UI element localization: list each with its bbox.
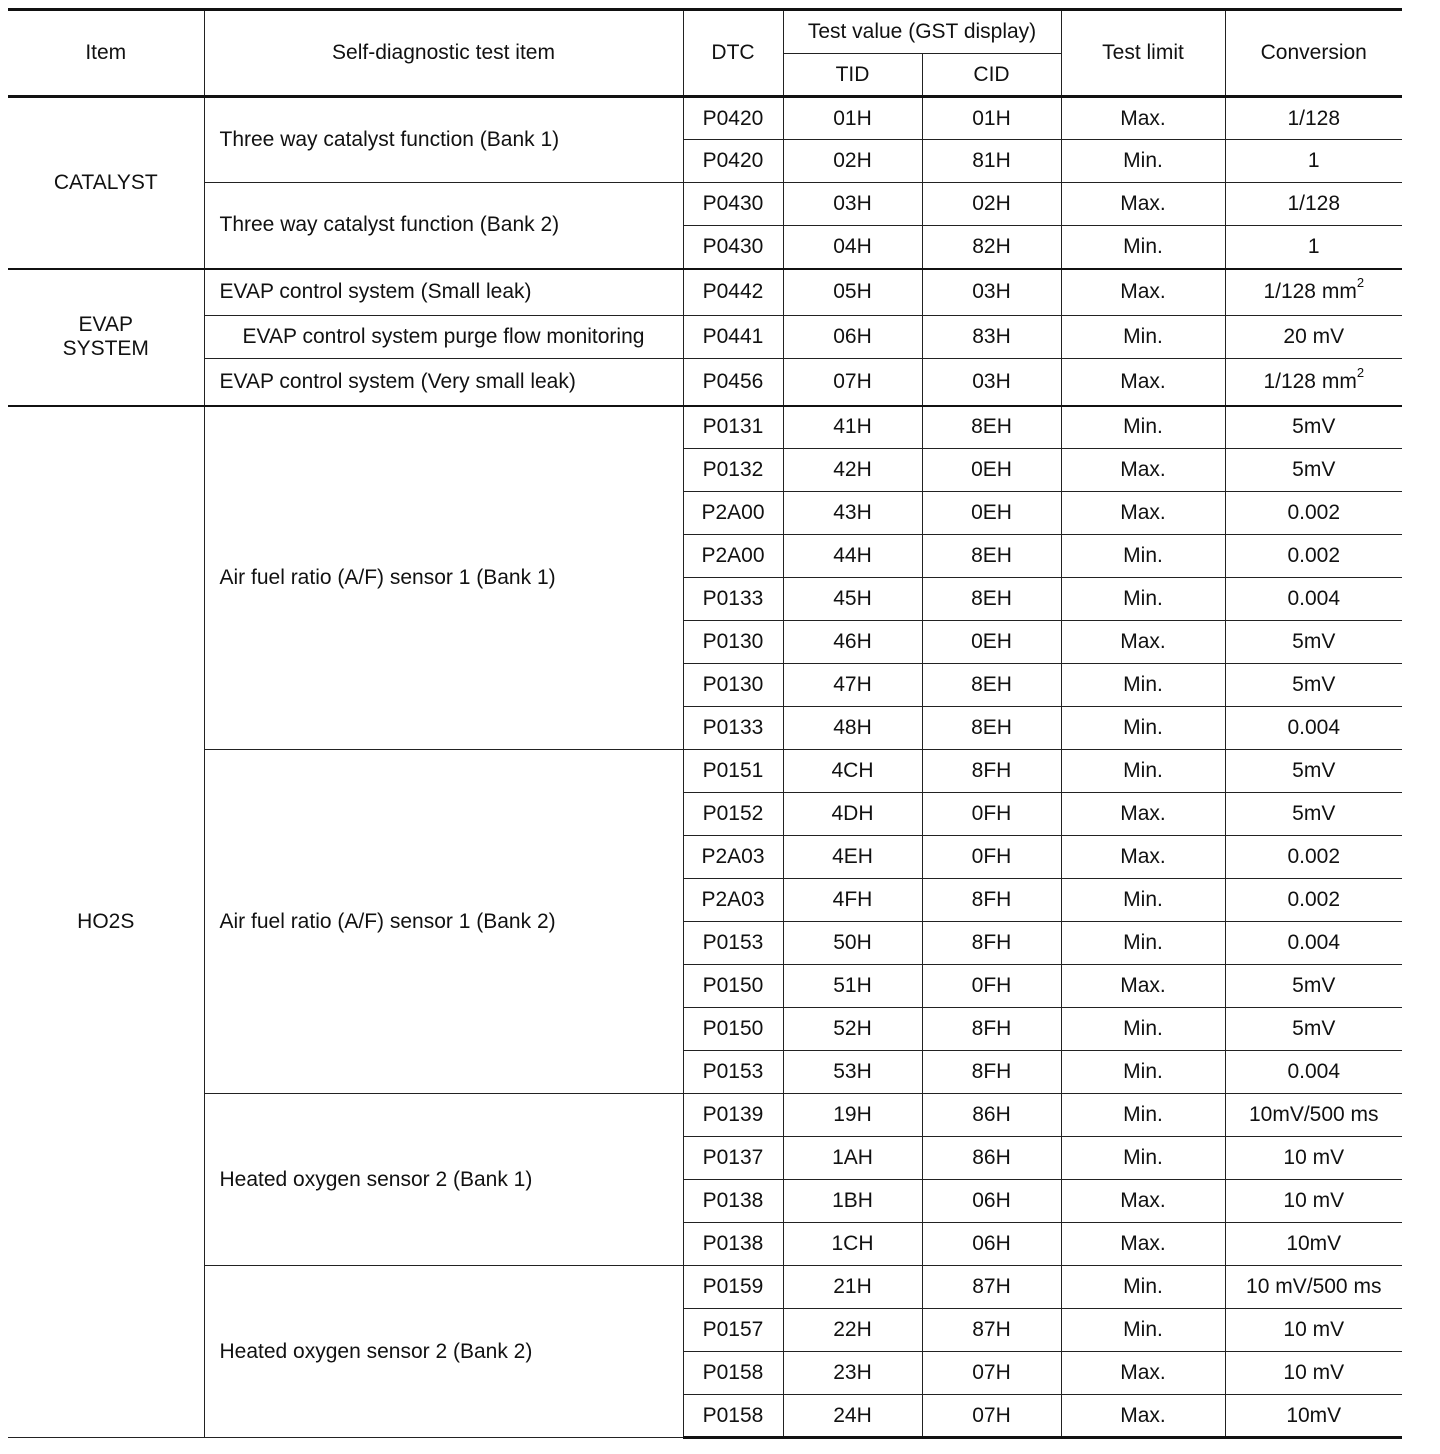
- conversion-cell: 0.002: [1225, 492, 1402, 535]
- item-cell-ho2s: HO2S: [8, 406, 204, 1438]
- cid-cell: 8EH: [922, 707, 1061, 750]
- conversion-cell: 5mV: [1225, 449, 1402, 492]
- tid-cell: 44H: [783, 535, 922, 578]
- conversion-cell: 20 mV: [1225, 316, 1402, 359]
- conversion-cell: 5mV: [1225, 406, 1402, 449]
- tid-cell: 1CH: [783, 1223, 922, 1266]
- table-row: [8, 97, 1402, 140]
- tid-cell: 47H: [783, 664, 922, 707]
- dtc-cell: P0138: [683, 1180, 783, 1223]
- cid-cell: 06H: [922, 1223, 1061, 1266]
- dtc-cell: P0139: [683, 1094, 783, 1137]
- dtc-cell: P2A03: [683, 879, 783, 922]
- test-item-cell: Three way catalyst function (Bank 1): [204, 97, 683, 183]
- cid-cell: 86H: [922, 1094, 1061, 1137]
- test-limit-cell: Max.: [1061, 621, 1225, 664]
- dtc-cell: P0150: [683, 965, 783, 1008]
- tid-cell: 48H: [783, 707, 922, 750]
- dtc-cell: P2A00: [683, 492, 783, 535]
- test-limit-cell: Max.: [1061, 1223, 1225, 1266]
- cid-cell: 82H: [922, 226, 1061, 269]
- superscript: 2: [1356, 275, 1365, 291]
- header-test-limit: Test limit: [1061, 10, 1225, 97]
- test-limit-cell: Min.: [1061, 750, 1225, 793]
- tid-cell: 50H: [783, 922, 922, 965]
- cid-cell: 8EH: [922, 406, 1061, 449]
- dtc-cell: P0442: [683, 269, 783, 316]
- conversion-cell: 5mV: [1225, 965, 1402, 1008]
- table-row: [8, 750, 1402, 793]
- table-row: [8, 316, 1402, 359]
- cid-cell: 8EH: [922, 535, 1061, 578]
- cid-cell: 8FH: [922, 1008, 1061, 1051]
- tid-cell: 52H: [783, 1008, 922, 1051]
- test-limit-cell: Min.: [1061, 707, 1225, 750]
- conversion-cell: 0.002: [1225, 836, 1402, 879]
- cid-cell: 87H: [922, 1266, 1061, 1309]
- dtc-cell: P0131: [683, 406, 783, 449]
- conversion-cell: 10mV: [1225, 1395, 1402, 1438]
- tid-cell: 21H: [783, 1266, 922, 1309]
- ho2s-body: [8, 406, 1402, 1438]
- dtc-cell: P0130: [683, 621, 783, 664]
- tid-cell: 46H: [783, 621, 922, 664]
- tid-cell: 03H: [783, 183, 922, 226]
- dtc-cell: P2A03: [683, 836, 783, 879]
- table-row: [8, 359, 1402, 406]
- table-body: [8, 97, 1402, 406]
- test-limit-cell: Min.: [1061, 1094, 1225, 1137]
- cid-cell: 07H: [922, 1395, 1061, 1438]
- dtc-cell: P0152: [683, 793, 783, 836]
- tid-cell: 45H: [783, 578, 922, 621]
- cid-cell: 03H: [922, 359, 1061, 406]
- test-limit-cell: Max.: [1061, 836, 1225, 879]
- test-item-cell: Air fuel ratio (A/F) sensor 1 (Bank 1): [204, 406, 683, 750]
- tid-cell: 24H: [783, 1395, 922, 1438]
- cid-cell: 87H: [922, 1309, 1061, 1352]
- cid-cell: 8FH: [922, 879, 1061, 922]
- test-item-cell: Air fuel ratio (A/F) sensor 1 (Bank 2): [204, 750, 683, 1094]
- cid-cell: 8FH: [922, 922, 1061, 965]
- dtc-cell: P0133: [683, 578, 783, 621]
- dtc-test-table: [8, 8, 1402, 1439]
- dtc-cell: P0157: [683, 1309, 783, 1352]
- conversion-cell: 0.004: [1225, 922, 1402, 965]
- cid-cell: 81H: [922, 140, 1061, 183]
- tid-cell: 19H: [783, 1094, 922, 1137]
- test-limit-cell: Max.: [1061, 449, 1225, 492]
- test-limit-cell: Min.: [1061, 1266, 1225, 1309]
- tid-cell: 42H: [783, 449, 922, 492]
- dtc-cell: P2A00: [683, 535, 783, 578]
- conversion-cell: 10 mV: [1225, 1309, 1402, 1352]
- item-cell-catalyst: CATALYST: [8, 97, 204, 269]
- conversion-cell: [1225, 269, 1402, 316]
- test-limit-cell: Min.: [1061, 664, 1225, 707]
- conversion-cell: 0.004: [1225, 578, 1402, 621]
- dtc-cell: P0153: [683, 922, 783, 965]
- header-tid: TID: [783, 54, 922, 97]
- tid-cell: 22H: [783, 1309, 922, 1352]
- table-row: [8, 269, 1402, 316]
- conversion-cell: 0.004: [1225, 1051, 1402, 1094]
- dtc-cell: P0430: [683, 183, 783, 226]
- test-limit-cell: Min.: [1061, 140, 1225, 183]
- cid-cell: 8EH: [922, 578, 1061, 621]
- cid-cell: 0FH: [922, 793, 1061, 836]
- conversion-cell: 5mV: [1225, 1008, 1402, 1051]
- cid-cell: 07H: [922, 1352, 1061, 1395]
- test-limit-cell: Min.: [1061, 578, 1225, 621]
- test-item-cell: EVAP control system (Very small leak): [204, 359, 683, 406]
- test-limit-cell: Max.: [1061, 1395, 1225, 1438]
- cid-cell: 0EH: [922, 492, 1061, 535]
- test-limit-cell: Min.: [1061, 535, 1225, 578]
- cid-cell: 03H: [922, 269, 1061, 316]
- tid-cell: 07H: [783, 359, 922, 406]
- test-item-cell: Heated oxygen sensor 2 (Bank 2): [204, 1266, 683, 1438]
- conversion-cell: 0.002: [1225, 535, 1402, 578]
- test-limit-cell: Max.: [1061, 97, 1225, 140]
- tid-cell: 06H: [783, 316, 922, 359]
- conversion-cell: 10mV: [1225, 1223, 1402, 1266]
- test-limit-cell: Max.: [1061, 965, 1225, 1008]
- conversion-cell: 10 mV: [1225, 1352, 1402, 1395]
- conversion-cell: 0.002: [1225, 879, 1402, 922]
- dtc-cell: P0159: [683, 1266, 783, 1309]
- conversion-cell: 10mV/500 ms: [1225, 1094, 1402, 1137]
- test-limit-cell: Max.: [1061, 492, 1225, 535]
- conversion-value: 1/128 mm: [1263, 369, 1357, 393]
- test-limit-cell: Min.: [1061, 879, 1225, 922]
- dtc-cell: P0153: [683, 1051, 783, 1094]
- header-item: Item: [8, 10, 204, 97]
- test-limit-cell: Min.: [1061, 226, 1225, 269]
- conversion-cell: [1225, 359, 1402, 406]
- conversion-cell: 10 mV: [1225, 1137, 1402, 1180]
- conversion-cell: 0.004: [1225, 707, 1402, 750]
- tid-cell: 41H: [783, 406, 922, 449]
- tid-cell: 23H: [783, 1352, 922, 1395]
- tid-cell: 4FH: [783, 879, 922, 922]
- tid-cell: 4CH: [783, 750, 922, 793]
- test-item-cell: EVAP control system purge flow monitoring: [204, 316, 683, 359]
- table-row: [8, 406, 1402, 449]
- test-limit-cell: Max.: [1061, 269, 1225, 316]
- dtc-cell: P0130: [683, 664, 783, 707]
- dtc-cell: P0158: [683, 1352, 783, 1395]
- tid-cell: 1BH: [783, 1180, 922, 1223]
- cid-cell: 0FH: [922, 965, 1061, 1008]
- cid-cell: 02H: [922, 183, 1061, 226]
- conversion-cell: 1/128: [1225, 183, 1402, 226]
- tid-cell: 1AH: [783, 1137, 922, 1180]
- dtc-cell: P0133: [683, 707, 783, 750]
- item-cell-evap-system: [8, 269, 204, 406]
- dtc-cell: P0132: [683, 449, 783, 492]
- test-limit-cell: Max.: [1061, 1352, 1225, 1395]
- tid-cell: 4EH: [783, 836, 922, 879]
- cid-cell: 8FH: [922, 750, 1061, 793]
- cid-cell: 0EH: [922, 621, 1061, 664]
- table-row: [8, 183, 1402, 226]
- test-limit-cell: Max.: [1061, 359, 1225, 406]
- test-limit-cell: Max.: [1061, 1180, 1225, 1223]
- cid-cell: 83H: [922, 316, 1061, 359]
- test-limit-cell: Min.: [1061, 1008, 1225, 1051]
- cid-cell: 8FH: [922, 1051, 1061, 1094]
- test-limit-cell: Min.: [1061, 316, 1225, 359]
- header-dtc: DTC: [683, 10, 783, 97]
- item-line: SYSTEM: [62, 337, 149, 360]
- header-cid: CID: [922, 54, 1061, 97]
- conversion-cell: 1: [1225, 226, 1402, 269]
- tid-cell: 43H: [783, 492, 922, 535]
- tid-cell: 04H: [783, 226, 922, 269]
- header-test-value: Test value (GST display): [783, 10, 1061, 54]
- dtc-cell: P0138: [683, 1223, 783, 1266]
- conversion-cell: 10 mV/500 ms: [1225, 1266, 1402, 1309]
- conversion-value: 1/128 mm: [1263, 280, 1357, 304]
- test-limit-cell: Min.: [1061, 1309, 1225, 1352]
- test-item-cell: EVAP control system (Small leak): [204, 269, 683, 316]
- cid-cell: 8EH: [922, 664, 1061, 707]
- table-row: [8, 1094, 1402, 1137]
- conversion-cell: 5mV: [1225, 750, 1402, 793]
- tid-cell: 51H: [783, 965, 922, 1008]
- conversion-cell: 5mV: [1225, 664, 1402, 707]
- test-item-cell: Three way catalyst function (Bank 2): [204, 183, 683, 269]
- tid-cell: 05H: [783, 269, 922, 316]
- table-header: [8, 10, 1402, 97]
- conversion-cell: 10 mV: [1225, 1180, 1402, 1223]
- tid-cell: 01H: [783, 97, 922, 140]
- cid-cell: 0FH: [922, 836, 1061, 879]
- tid-cell: 02H: [783, 140, 922, 183]
- conversion-cell: 5mV: [1225, 793, 1402, 836]
- dtc-cell: P0441: [683, 316, 783, 359]
- cid-cell: 0EH: [922, 449, 1061, 492]
- cid-cell: 06H: [922, 1180, 1061, 1223]
- dtc-cell: P0456: [683, 359, 783, 406]
- header-self-diagnostic-test-item: Self-diagnostic test item: [204, 10, 683, 97]
- conversion-cell: 5mV: [1225, 621, 1402, 664]
- dtc-cell: P0151: [683, 750, 783, 793]
- tid-cell: 53H: [783, 1051, 922, 1094]
- conversion-cell: 1/128: [1225, 97, 1402, 140]
- superscript: 2: [1356, 364, 1365, 380]
- dtc-cell: P0150: [683, 1008, 783, 1051]
- test-limit-cell: Min.: [1061, 1137, 1225, 1180]
- dtc-cell: P0420: [683, 97, 783, 140]
- dtc-cell: P0420: [683, 140, 783, 183]
- test-item-cell: Heated oxygen sensor 2 (Bank 1): [204, 1094, 683, 1266]
- conversion-cell: 1: [1225, 140, 1402, 183]
- tid-cell: 4DH: [783, 793, 922, 836]
- cid-cell: 86H: [922, 1137, 1061, 1180]
- table-row: [8, 1266, 1402, 1309]
- test-limit-cell: Min.: [1061, 1051, 1225, 1094]
- dtc-cell: P0430: [683, 226, 783, 269]
- dtc-cell: P0137: [683, 1137, 783, 1180]
- test-limit-cell: Max.: [1061, 183, 1225, 226]
- test-limit-cell: Min.: [1061, 406, 1225, 449]
- dtc-cell: P0158: [683, 1395, 783, 1438]
- item-line: EVAP: [78, 313, 133, 336]
- test-limit-cell: Min.: [1061, 922, 1225, 965]
- test-limit-cell: Max.: [1061, 793, 1225, 836]
- cid-cell: 01H: [922, 97, 1061, 140]
- header-conversion: Conversion: [1225, 10, 1402, 97]
